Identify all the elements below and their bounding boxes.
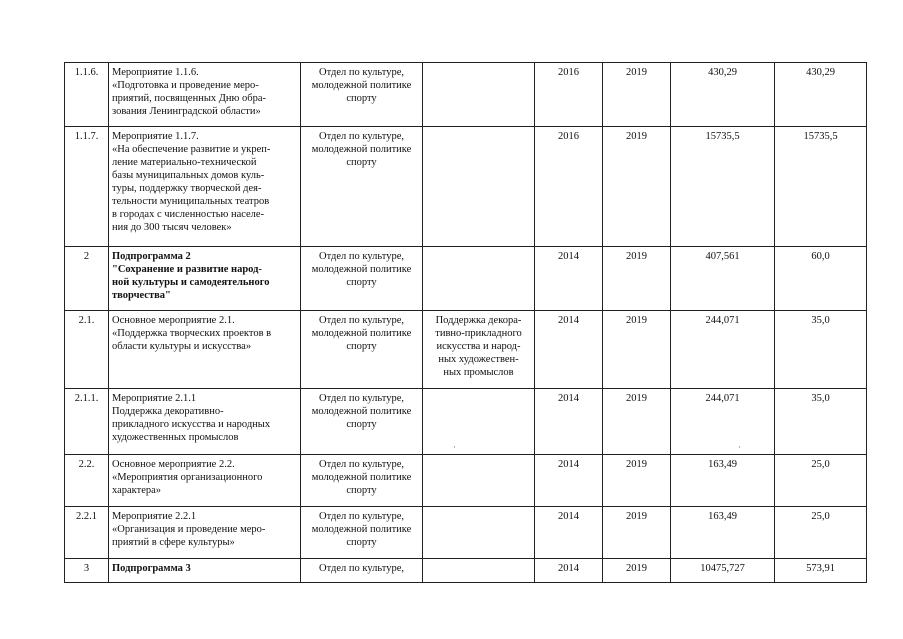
responsible-department-cell: Отдел по культуре, молодежной политике спорту bbox=[301, 247, 423, 311]
total-amount-cell: 163,49 bbox=[671, 507, 775, 559]
activity-name-cell: Мероприятие 1.1.7. «На обеспечение развитие и укреп- ление материально-технической базы муниципальных домов куль- туры, поддержку творческой дея- тельности муниципальных театров в городах с численностью населе- ния до 300 тысяч человек» bbox=[109, 127, 301, 247]
end-year-cell: 2019 bbox=[603, 455, 671, 507]
budget-amount-cell: 25,0 bbox=[775, 507, 867, 559]
activity-name-cell: Мероприятие 2.1.1 Поддержка декоративно- прикладного искусства и народных художественных промыслов bbox=[109, 389, 301, 455]
table-row bbox=[65, 127, 867, 247]
budget-amount-cell: 35,0 bbox=[775, 311, 867, 389]
start-year-cell: 2014 bbox=[535, 455, 603, 507]
total-amount-cell: 10475,727 bbox=[671, 559, 775, 583]
responsible-department-cell: Отдел по культуре, молодежной политике спорту bbox=[301, 127, 423, 247]
expected-result-cell bbox=[423, 507, 535, 559]
activity-name-cell: Мероприятие 2.2.1 «Организация и проведение меро- приятий в сфере культуры» bbox=[109, 507, 301, 559]
start-year-cell: 2016 bbox=[535, 127, 603, 247]
budget-amount-cell: 573,91 bbox=[775, 559, 867, 583]
expected-result-cell bbox=[423, 127, 535, 247]
total-amount-cell: 407,561 bbox=[671, 247, 775, 311]
budget-amount-cell: 35,0 bbox=[775, 389, 867, 455]
table-row bbox=[65, 507, 867, 559]
end-year-cell: 2019 bbox=[603, 507, 671, 559]
start-year-cell: 2014 bbox=[535, 247, 603, 311]
table-row bbox=[65, 311, 867, 389]
start-year-cell: 2014 bbox=[535, 559, 603, 583]
activity-name-cell: Подпрограмма 3 bbox=[109, 559, 301, 583]
start-year-cell: 2016 bbox=[535, 63, 603, 127]
end-year-cell: 2019 bbox=[603, 247, 671, 311]
row-number-cell: 2.1. bbox=[65, 311, 109, 389]
total-amount-cell: 163,49 bbox=[671, 455, 775, 507]
budget-amount-cell: 15735,5 bbox=[775, 127, 867, 247]
table-row bbox=[65, 559, 867, 583]
budget-amount-cell: 60,0 bbox=[775, 247, 867, 311]
program-activities-table bbox=[64, 62, 867, 583]
end-year-cell: 2019 bbox=[603, 559, 671, 583]
start-year-cell: 2014 bbox=[535, 389, 603, 455]
end-year-cell: 2019 bbox=[603, 311, 671, 389]
responsible-department-cell: Отдел по культуре, молодежной политике спорту bbox=[301, 63, 423, 127]
start-year-cell: 2014 bbox=[535, 311, 603, 389]
table-row bbox=[65, 63, 867, 127]
responsible-department-cell: Отдел по культуре, молодежной политике спорту bbox=[301, 311, 423, 389]
expected-result-cell bbox=[423, 63, 535, 127]
end-year-cell: 2019 bbox=[603, 389, 671, 455]
expected-result-cell bbox=[423, 247, 535, 311]
row-number-cell: 2 bbox=[65, 247, 109, 311]
responsible-department-cell: Отдел по культуре, молодежной политике спорту bbox=[301, 455, 423, 507]
start-year-cell: 2014 bbox=[535, 507, 603, 559]
total-amount-cell: 15735,5 bbox=[671, 127, 775, 247]
expected-result-cell: Поддержка декора- тивно-прикладного искусства и народ- ных художествен- ных промыслов bbox=[423, 311, 535, 389]
scan-speck: · bbox=[738, 442, 741, 452]
total-amount-cell: 244,071 bbox=[671, 389, 775, 455]
activity-name-cell: Основное мероприятие 2.2. «Мероприятия организационного характера» bbox=[109, 455, 301, 507]
expected-result-cell bbox=[423, 455, 535, 507]
budget-amount-cell: 430,29 bbox=[775, 63, 867, 127]
expected-result-cell bbox=[423, 389, 535, 455]
responsible-department-cell: Отдел по культуре, молодежной политике спорту bbox=[301, 389, 423, 455]
table-row bbox=[65, 455, 867, 507]
row-number-cell: 2.2.1 bbox=[65, 507, 109, 559]
row-number-cell: 1.1.7. bbox=[65, 127, 109, 247]
expected-result-cell bbox=[423, 559, 535, 583]
row-number-cell: 3 bbox=[65, 559, 109, 583]
activity-name-cell: Мероприятие 1.1.6. «Подготовка и проведение меро- приятий, посвященных Дню обра- зования Ленинградской области» bbox=[109, 63, 301, 127]
activity-name-cell: Основное мероприятие 2.1. «Поддержка творческих проектов в области культуры и искусства» bbox=[109, 311, 301, 389]
table-row bbox=[65, 247, 867, 311]
end-year-cell: 2019 bbox=[603, 127, 671, 247]
table-row bbox=[65, 389, 867, 455]
total-amount-cell: 430,29 bbox=[671, 63, 775, 127]
row-number-cell: 1.1.6. bbox=[65, 63, 109, 127]
budget-amount-cell: 25,0 bbox=[775, 455, 867, 507]
end-year-cell: 2019 bbox=[603, 63, 671, 127]
responsible-department-cell: Отдел по культуре, bbox=[301, 559, 423, 583]
activity-name-cell: Подпрограмма 2 "Сохранение и развитие народ- ной культуры и самодеятельного творчества" bbox=[109, 247, 301, 311]
responsible-department-cell: Отдел по культуре, молодежной политике спорту bbox=[301, 507, 423, 559]
total-amount-cell: 244,071 bbox=[671, 311, 775, 389]
scan-speck: · bbox=[453, 442, 456, 452]
row-number-cell: 2.2. bbox=[65, 455, 109, 507]
row-number-cell: 2.1.1. bbox=[65, 389, 109, 455]
